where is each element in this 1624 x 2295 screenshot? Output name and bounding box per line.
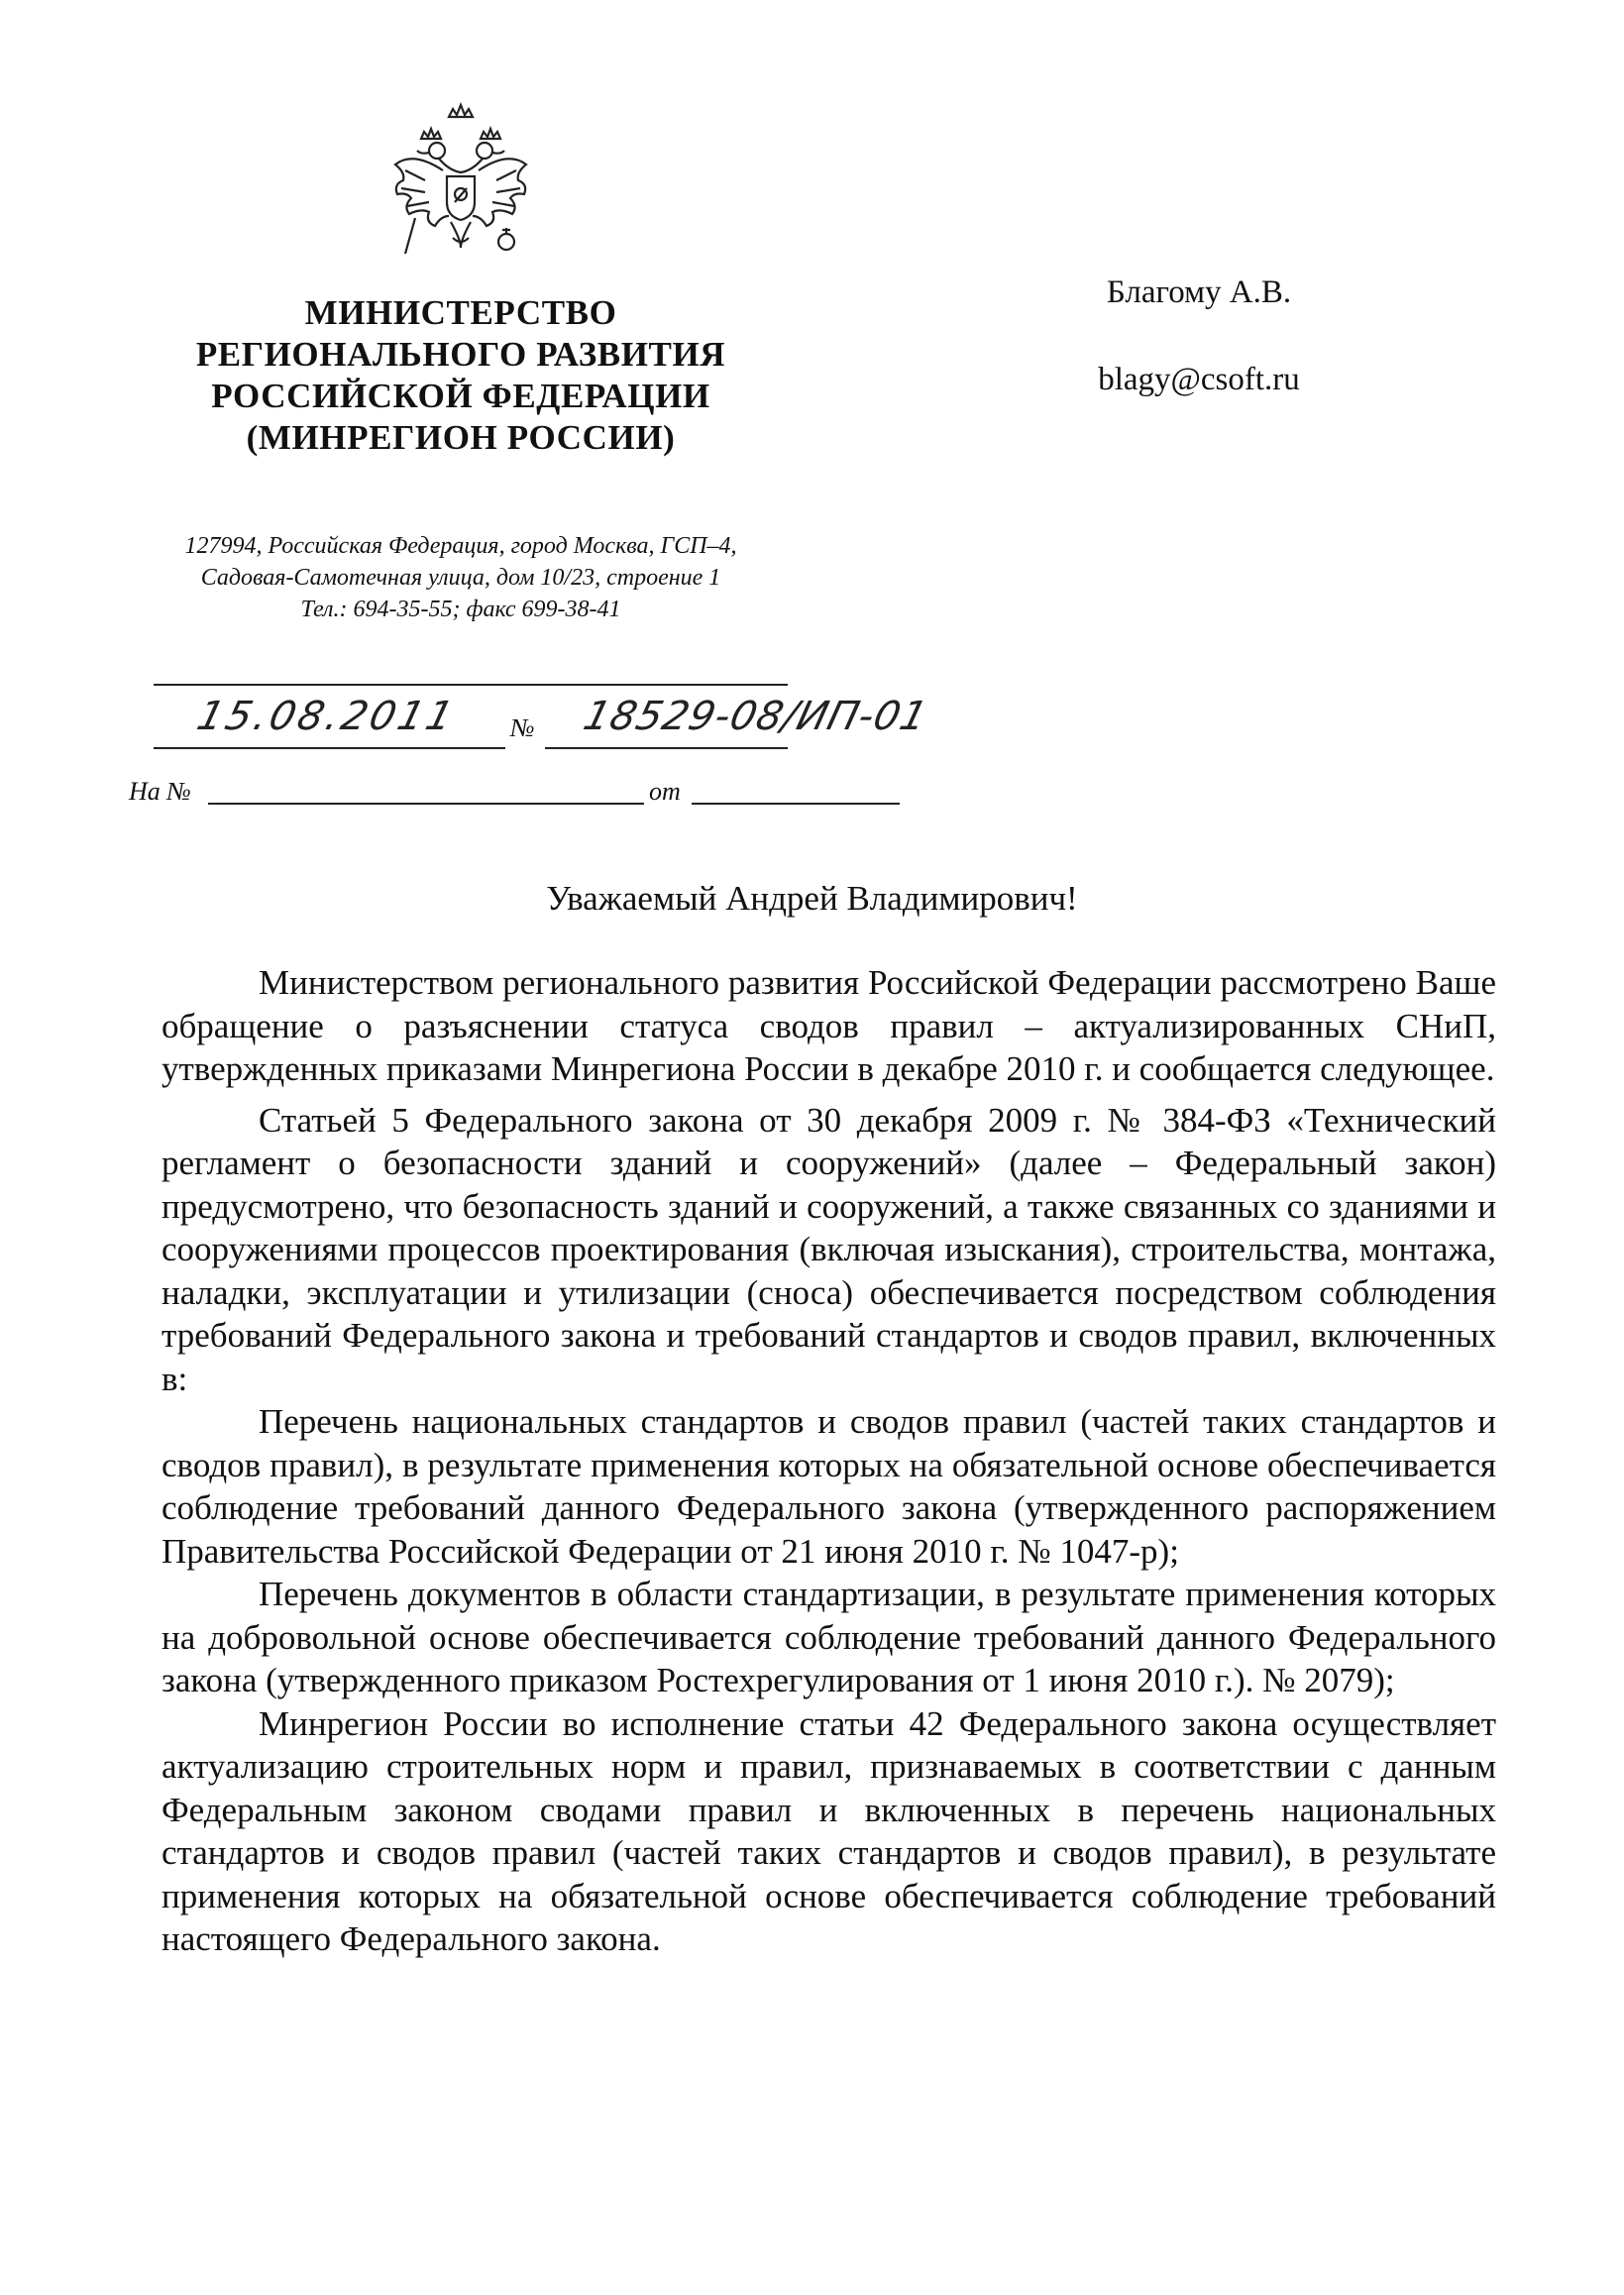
registration-rule [154,684,788,686]
reply-from-label: от [649,777,681,806]
body-paragraph: Министерством регионального развития Российской Федерации рассмотрено Ваше обращение о разъяснении статуса сводов правил – актуализированных СНиП, утвержденных приказами Минрегиона России в декабре 2010 г. и сообщается следующее. [162,963,1496,1088]
ministry-header [159,292,763,459]
coat-of-arms-icon [381,99,540,268]
recipient-name: Благому А.В. [1106,274,1292,310]
greeting: Уважаемый Андрей Владимирович! [546,879,1078,918]
address-line: Тел.: 694-35-55; факс 699-38-41 [300,597,621,622]
ministry-line: МИНИСТЕРСТВО [304,293,617,332]
letter-body [162,961,1496,1961]
ministry-line: РЕГИОНАЛЬНОГО РАЗВИТИЯ [195,335,726,374]
reply-date-field [692,803,900,805]
ministry-address [119,530,803,625]
recipient-block [1001,273,1397,399]
ministry-line: РОССИЙСКОЙ ФЕДЕРАЦИИ [211,377,710,415]
handwritten-date: 15.08.2011 [192,694,461,739]
number-label: № [510,713,535,742]
body-paragraph: Перечень документов в области стандартизации, в результате применения которых на добровольной основе обеспечивается соблюдение требований данного Федерального закона (утвержденного приказом Ростехрегулирования от 1 июня 2010 г.). № 2079); [162,1575,1496,1699]
body-paragraph: Статьей 5 Федерального закона от 30 декабря 2009 г. № 384-ФЗ «Технический регламент о безопасности зданий и сооружений» (далее – Федеральный закон) предусмотрено, что безопасность зданий и сооружений, а также связанных со зданиями и сооружениями процессов проектирования (включая изыскания), строительства, монтажа, наладки, эксплуатации и утилизации (сноса) обеспечивается посредством соблюдения требований Федерального закона и требований стандартов и сводов правил, включенных в: [162,1100,1496,1398]
body-paragraph: Минрегион России во исполнение статьи 42 Федерального закона осуществляет актуализацию строительных норм и правил, признаваемых в соответствии с данным Федеральным законом сводами правил и включенных в перечень национальных стандартов и сводов правил (частей таких стандартов и сводов правил), в результате применения которых на обязательной основе обеспечивается соблюдение требований настоящего Федерального закона. [162,1703,1496,1958]
body-paragraph: Перечень национальных стандартов и сводов правил (частей таких стандартов и сводов правил), в результате применения которых на обязательной основе обеспечивается соблюдение требований данного Федерального закона (утвержденного распоряжением Правительства Российской Федерации от 21 июня 2010 г. № 1047-р); [162,1402,1496,1571]
reply-number-label: На № [129,777,191,806]
reply-number-field [208,803,644,805]
ministry-line: (МИНРЕГИОН РОССИИ) [246,418,676,457]
reply-reference-line [129,773,822,813]
handwritten-number: 18529-08/ИП-01 [579,694,933,739]
address-line: 127994, Российская Федерация, город Москва, ГСП–4, [184,533,737,559]
recipient-email: blagy@csoft.ru [1098,362,1300,397]
address-line: Садовая-Самотечная улица, дом 10/23, строение 1 [200,565,721,591]
